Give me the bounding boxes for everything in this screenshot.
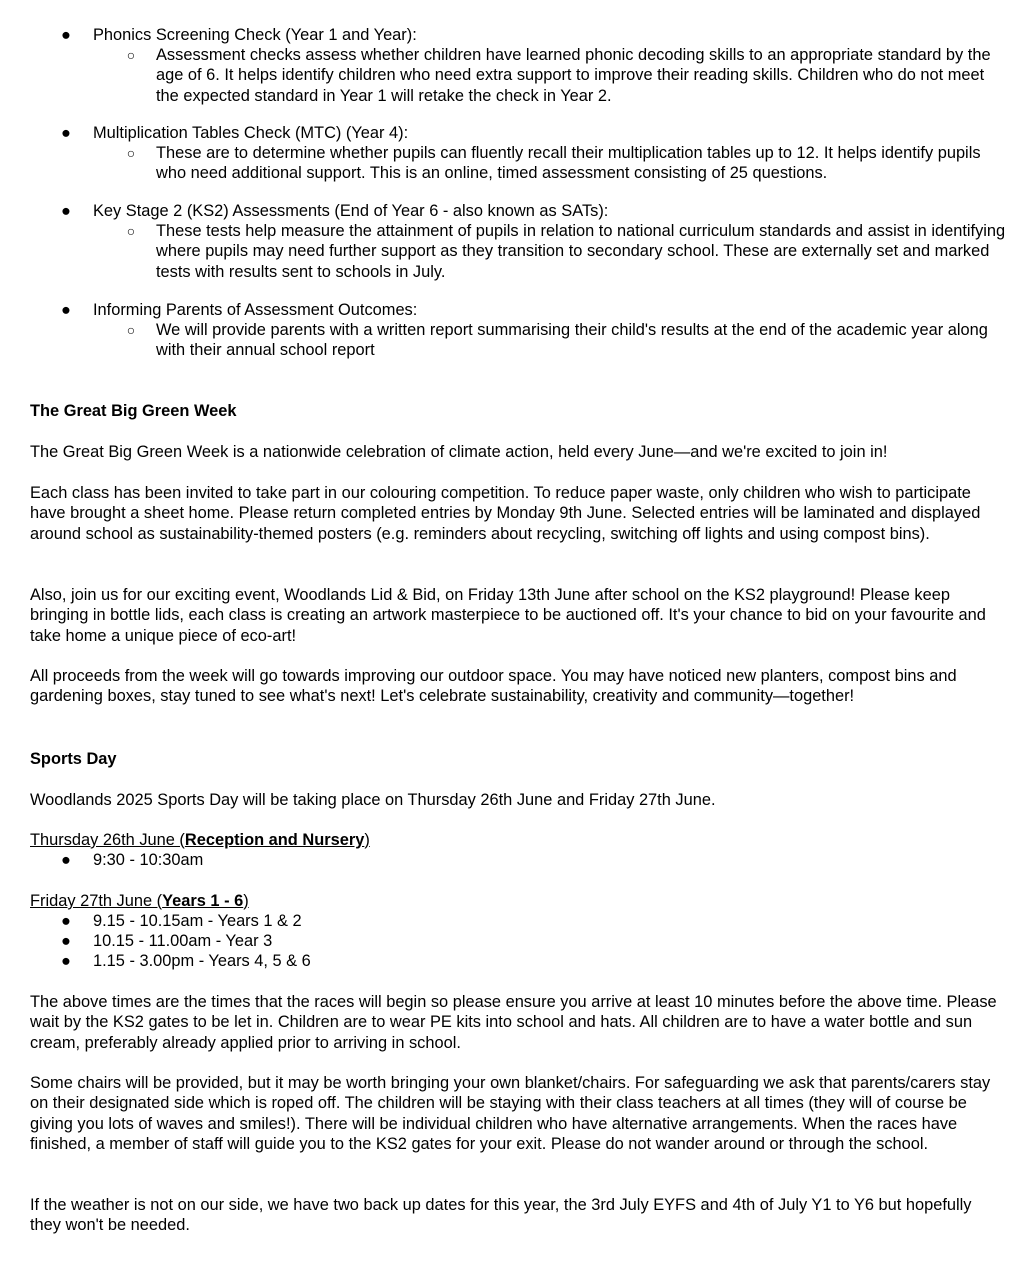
assessment-title-ks2: Key Stage 2 (KS2) Assessments (End of Year 6 - also known as SATs): <box>93 202 609 220</box>
sub-bullet-icon: ○ <box>126 47 136 63</box>
bullet-icon: ● <box>61 952 71 970</box>
assessment-detail-informing: We will provide parents with a written report summarising their child's results at the end of the academic year along with their annual school report <box>156 321 988 360</box>
sports-day-paragraph: If the weather is not on our side, we have two back up dates for this year, the 3rd July EYFS and 4th of July Y1 to Y6 but hopefully they won't be needed. <box>30 1196 972 1235</box>
friday-label-text: Friday 27th June ( <box>30 892 163 910</box>
assessment-detail-ks2: These tests help measure the attainment of pupils in relation to national curriculum standards and assist in identifying where pupils may need further support as they transition to secondary school. These are externally set and marked tests with results sent to schools in July. <box>156 222 1006 281</box>
bullet-icon: ● <box>61 202 71 220</box>
sports-day-heading: Sports Day <box>30 750 117 768</box>
thursday-schedule-label <box>30 830 1005 850</box>
sports-day-paragraph: Some chairs will be provided, but it may be worth bringing your own blanket/chairs. For safeguarding we ask that parents/carers stay on their designated side which is roped off. The children will be staying with their class teachers at all times (they will of course be giving you lots of waves and smiles!). There will be individual children who have alternative arrangements. When the races have finished, a member of staff will guide you to the KS2 gates for your exit. Please do not wander around or through the school. <box>30 1074 991 1153</box>
sub-bullet-icon: ○ <box>126 145 136 161</box>
friday-label-close: ) <box>243 892 249 910</box>
thursday-label-text: Thursday 26th June ( <box>30 831 185 849</box>
thursday-time-item: 9:30 - 10:30am <box>93 851 204 869</box>
thursday-label-group: Reception and Nursery <box>184 831 365 849</box>
sub-bullet-icon: ○ <box>126 223 136 239</box>
assessment-title-informing: Informing Parents of Assessment Outcomes: <box>93 301 418 319</box>
friday-schedule-label <box>30 891 1005 911</box>
green-week-heading: The Great Big Green Week <box>30 402 237 420</box>
sports-day-paragraph: The above times are the times that the races will begin so please ensure you arrive at least 10 minutes before the above time. Please wait by the KS2 gates to be let in. Children are to wear PE kits into school and hats. All children are to have a water bottle and sun cream, preferably already applied prior to arriving in school. <box>30 993 997 1052</box>
friday-time-item: 9.15 - 10.15am - Years 1 & 2 <box>93 912 302 930</box>
assessment-detail-phonics: Assessment checks assess whether children have learned phonic decoding skills to an appropriate standard by the age of 6. It helps identify children who need extra support to improve their reading skills. Children who do not meet the expected standard in Year 1 will retake the check in Year 2. <box>156 46 991 105</box>
assessment-detail-mtc: These are to determine whether pupils can fluently recall their multiplication tables up to 12. It helps identify pupils who need additional support. This is an online, timed assessment consisting of 25 questions. <box>156 144 981 183</box>
sub-bullet-icon: ○ <box>126 322 136 338</box>
assessment-title-mtc: Multiplication Tables Check (MTC) (Year 4): <box>93 124 409 142</box>
green-week-paragraph: All proceeds from the week will go towards improving our outdoor space. You may have noticed new planters, compost bins and gardening boxes, stay tuned to see what's next! Let's celebrate sustainability, creativity and community—together! <box>30 667 957 706</box>
bullet-icon: ● <box>61 912 71 930</box>
sports-day-intro: Woodlands 2025 Sports Day will be taking place on Thursday 26th June and Friday 27th June. <box>30 791 716 809</box>
green-week-paragraph: Also, join us for our exciting event, Woodlands Lid & Bid, on Friday 13th June after school on the KS2 playground! Please keep bringing in bottle lids, each class is creating an artwork masterpiece to be auctioned off. It's your chance to bid on your favourite and take home a unique piece of eco-art! <box>30 586 986 645</box>
green-week-paragraph: The Great Big Green Week is a nationwide celebration of climate action, held every June—and we're excited to join in! <box>30 443 888 461</box>
friday-time-item: 1.15 - 3.00pm - Years 4, 5 & 6 <box>93 952 311 970</box>
bullet-icon: ● <box>61 26 71 44</box>
friday-label-group: Years 1 - 6 <box>162 892 244 910</box>
bullet-icon: ● <box>61 932 71 950</box>
bullet-icon: ● <box>61 301 71 319</box>
thursday-label-close: ) <box>364 831 370 849</box>
assessment-title-phonics: Phonics Screening Check (Year 1 and Year): <box>93 26 417 44</box>
bullet-icon: ● <box>61 851 71 869</box>
green-week-paragraph: Each class has been invited to take part in our colouring competition. To reduce paper waste, only children who wish to participate have brought a sheet home. Please return completed entries by Monday 9th June. Selected entries will be laminated and displayed around school as sustainability-themed posters (e.g. reminders about recycling, switching off lights and using compost bins). <box>30 484 981 543</box>
friday-time-item: 10.15 - 11.00am - Year 3 <box>93 932 273 950</box>
bullet-icon: ● <box>61 124 71 142</box>
